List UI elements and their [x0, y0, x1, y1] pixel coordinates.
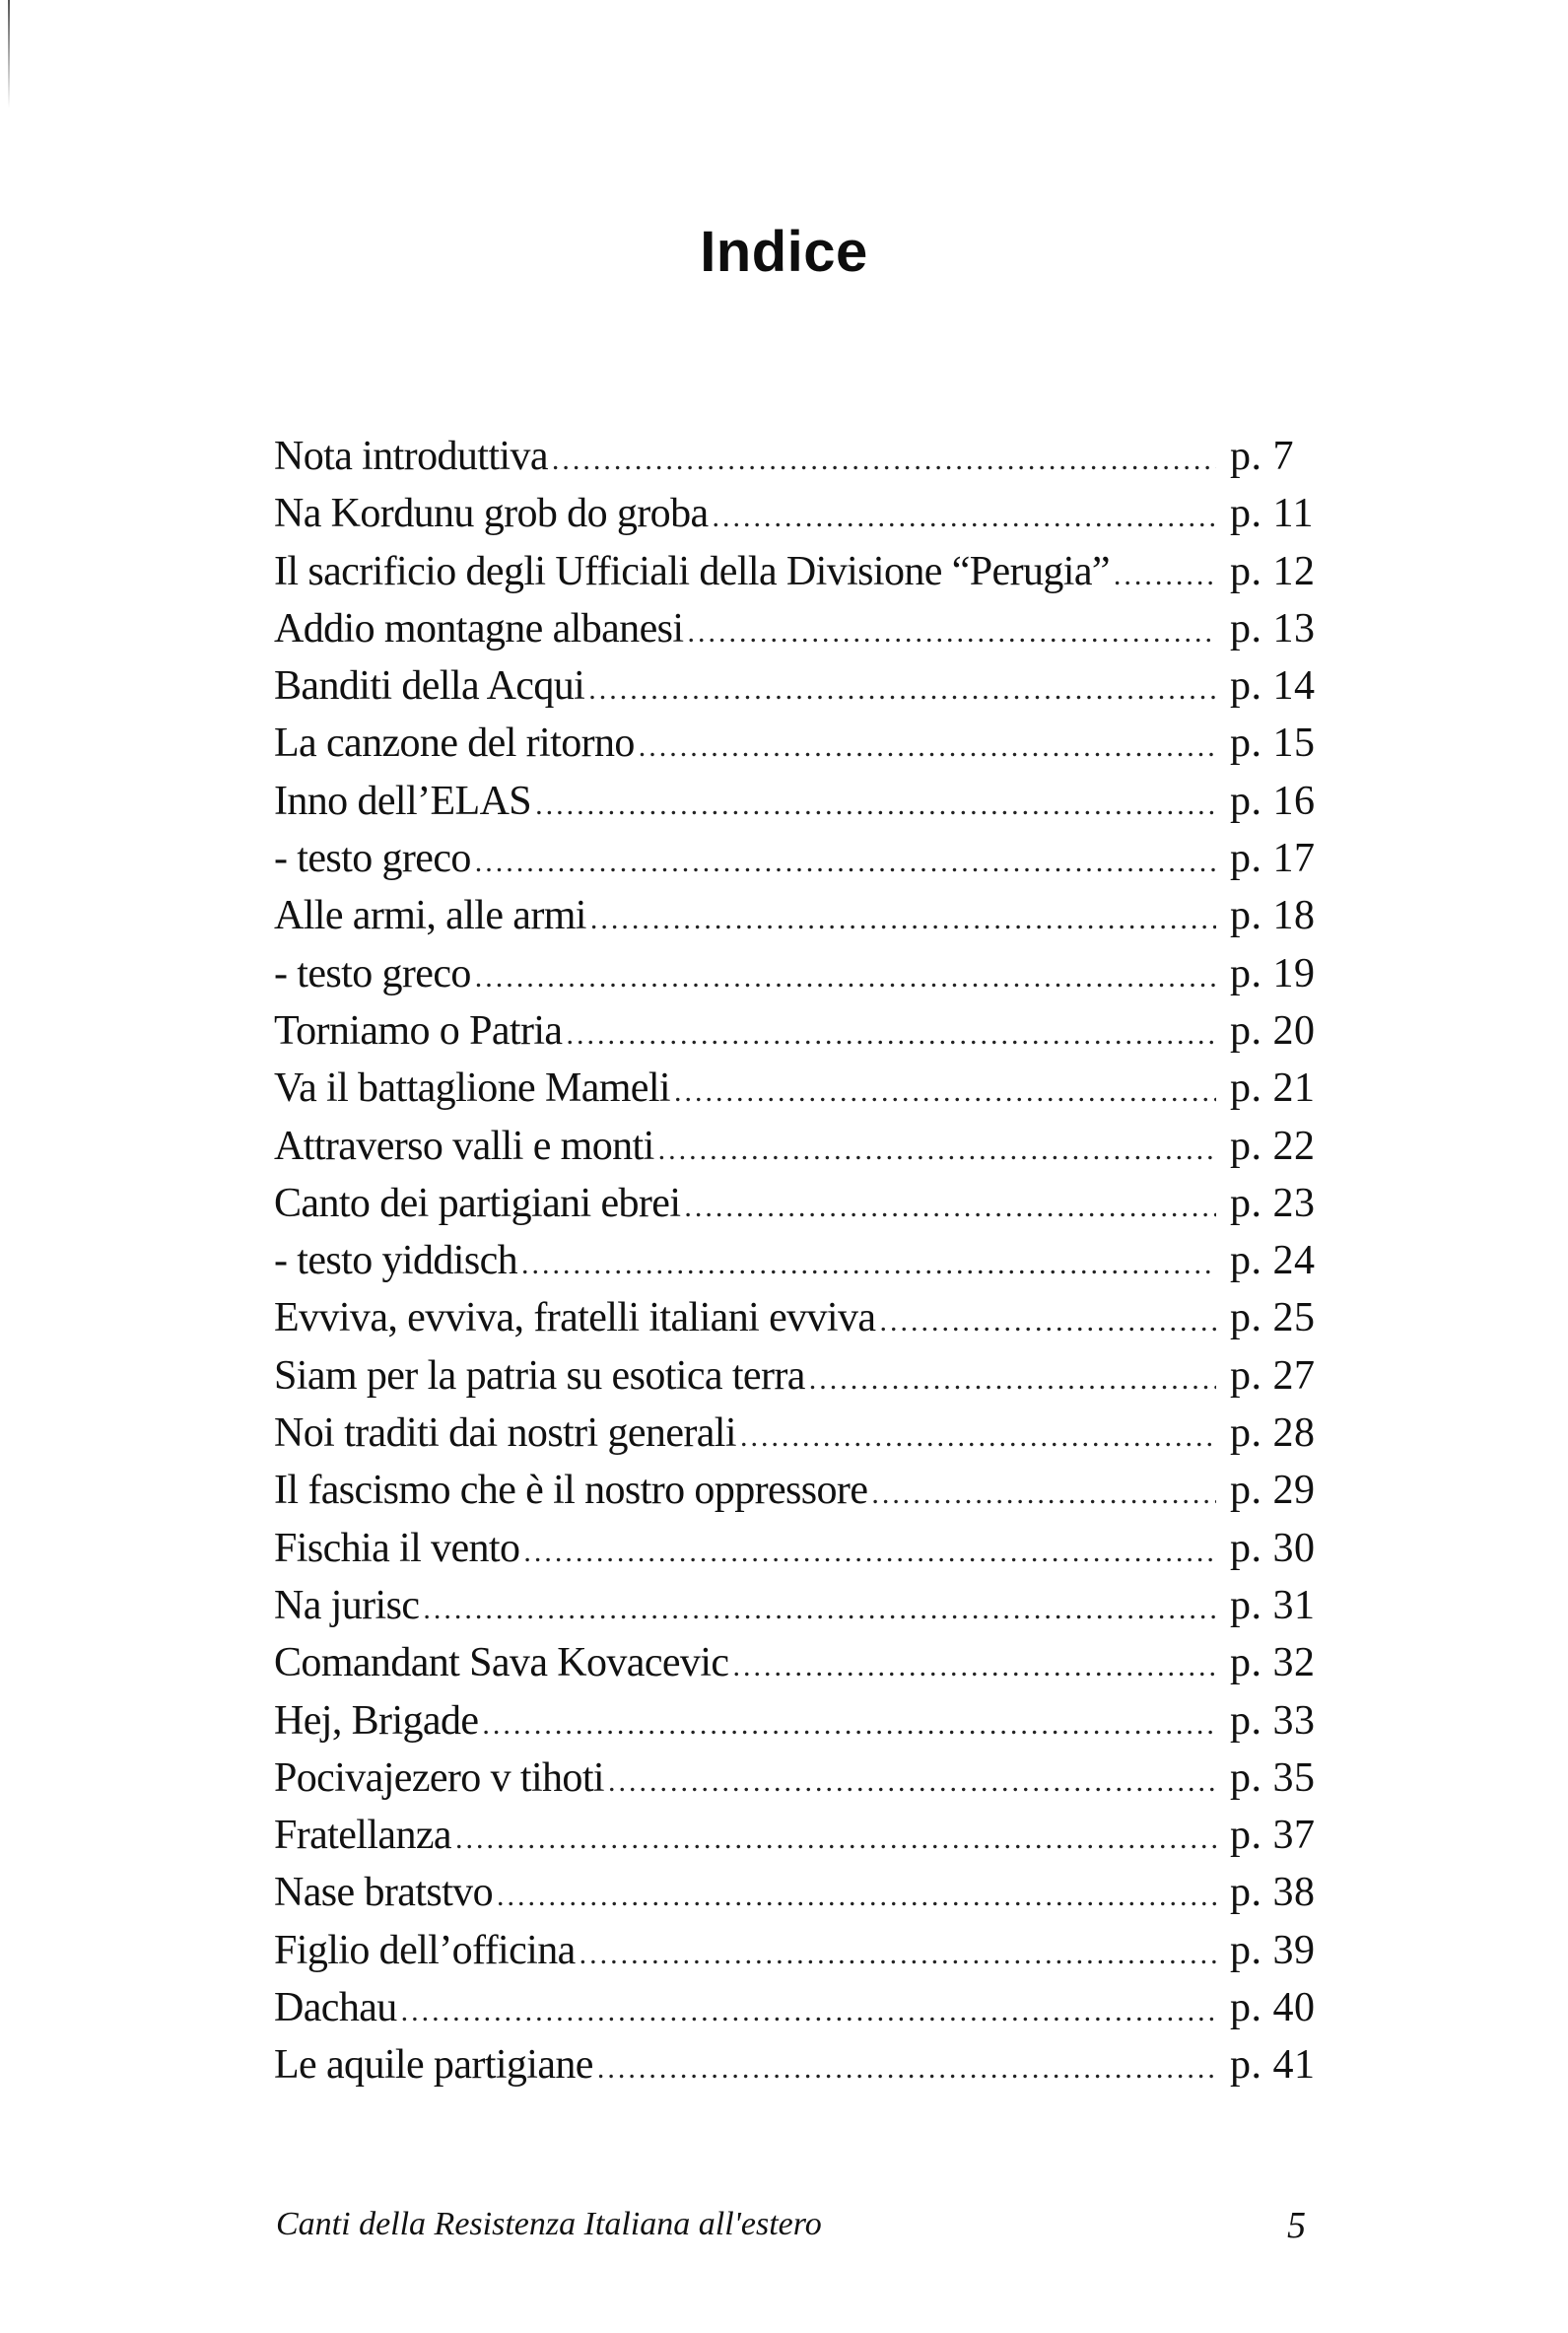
toc-entry-title: Dachau	[274, 1985, 397, 2031]
dot-leader	[597, 2040, 1216, 2097]
dot-leader	[423, 1581, 1216, 1638]
toc-entry-page: p. 28	[1230, 1410, 1316, 1457]
toc-entry-page: p. 21	[1230, 1065, 1316, 1112]
toc-entry	[274, 1520, 1319, 1577]
dot-leader	[674, 1064, 1216, 1121]
toc-entry-page: p. 32	[1230, 1640, 1316, 1686]
dot-leader	[475, 949, 1216, 1006]
dot-leader	[579, 1926, 1216, 1983]
toc-entry-page: p. 13	[1230, 605, 1316, 652]
toc-entry-title: Pocivajezero v tihoti	[274, 1754, 604, 1801]
toc-entry-title: - testo greco	[274, 836, 471, 882]
toc-entry-page: p. 11	[1230, 491, 1314, 537]
dot-leader	[871, 1466, 1216, 1523]
toc-entry-page: p. 40	[1230, 1985, 1316, 2031]
toc-entry	[274, 887, 1319, 944]
toc-entry-title: - testo greco	[274, 950, 471, 996]
toc-entry-title: Figlio dell’officina	[274, 1927, 576, 1973]
toc-entry	[274, 657, 1319, 715]
toc-entry	[274, 830, 1319, 887]
binding-edge-mark	[8, 0, 10, 108]
dot-leader	[590, 891, 1216, 948]
toc-entry-page: p. 17	[1230, 836, 1316, 882]
toc-entry-title: Torniamo o Patria	[274, 1007, 563, 1054]
dot-leader	[566, 1006, 1216, 1064]
toc-entry-page: p. 29	[1230, 1468, 1316, 1514]
toc-entry	[274, 773, 1319, 830]
toc-entry-page: p. 22	[1230, 1123, 1316, 1169]
dot-leader	[401, 1983, 1216, 2040]
toc-entry	[274, 1634, 1319, 1691]
toc-entry	[274, 1289, 1319, 1346]
toc-entry-title: Siam per la patria su esotica terra	[274, 1352, 805, 1399]
running-footer-title: Canti della Resistenza Italiana all'estero	[276, 2206, 822, 2242]
toc-entry	[274, 1577, 1319, 1634]
dot-leader	[639, 719, 1216, 776]
toc-entry	[274, 1864, 1319, 1921]
toc-entry-page: p. 39	[1230, 1927, 1316, 1973]
dot-leader	[482, 1696, 1216, 1753]
toc-entry-title: Hej, Brigade	[274, 1697, 479, 1744]
toc-entry-page: p. 12	[1230, 548, 1316, 594]
toc-entry-title: Comandant Sava Kovacevic	[274, 1640, 729, 1686]
dot-leader	[740, 1408, 1216, 1466]
dot-leader	[588, 661, 1216, 719]
toc-entry	[274, 1118, 1319, 1175]
dot-leader	[713, 489, 1216, 546]
toc-entry-page: p. 27	[1230, 1352, 1316, 1399]
table-of-contents	[274, 428, 1319, 2094]
dot-leader	[684, 1179, 1216, 1236]
toc-entry-page: p. 16	[1230, 778, 1316, 824]
toc-entry-page: p. 15	[1230, 720, 1316, 767]
toc-entry	[274, 1060, 1319, 1117]
toc-entry	[274, 600, 1319, 657]
toc-entry-page: p. 33	[1230, 1697, 1316, 1744]
toc-entry-title: Fratellanza	[274, 1813, 451, 1859]
dot-leader	[687, 604, 1216, 661]
toc-entry-page: p. 31	[1230, 1582, 1316, 1628]
dot-leader	[475, 834, 1216, 891]
dot-leader	[497, 1868, 1216, 1925]
toc-entry-title: Attraverso valli e monti	[274, 1123, 654, 1169]
toc-entry-page: p. 41	[1230, 2042, 1316, 2089]
toc-entry-title: Noi traditi dai nostri generali	[274, 1410, 736, 1457]
toc-entry-title: La canzone del ritorno	[274, 720, 635, 767]
toc-entry-title: Na jurisc	[274, 1582, 420, 1628]
dot-leader	[552, 432, 1216, 489]
dot-leader	[523, 1524, 1216, 1581]
toc-entry	[274, 485, 1319, 542]
toc-entry-page: p. 7	[1230, 434, 1294, 479]
toc-entry-title: Le aquile partigiane	[274, 2042, 593, 2089]
toc-entry	[274, 715, 1319, 772]
toc-entry	[274, 1922, 1319, 1979]
toc-entry-page: p. 19	[1230, 950, 1316, 996]
toc-entry	[274, 1002, 1319, 1060]
toc-entry-title: Evviva, evviva, fratelli italiani evviva	[274, 1295, 876, 1341]
toc-entry	[274, 1175, 1319, 1232]
dot-leader	[1114, 547, 1216, 604]
toc-entry-page: p. 37	[1230, 1813, 1316, 1859]
page-number: 5	[1287, 2205, 1306, 2246]
toc-entry-page: p. 35	[1230, 1754, 1316, 1801]
toc-entry-title: Inno dell’ELAS	[274, 778, 532, 824]
dot-leader	[455, 1811, 1216, 1868]
toc-entry-page: p. 24	[1230, 1238, 1316, 1284]
toc-entry-page: p. 20	[1230, 1007, 1316, 1054]
toc-entry-title: Il fascismo che è il nostro oppressore	[274, 1468, 868, 1514]
toc-entry-page: p. 23	[1230, 1180, 1316, 1226]
dot-leader	[658, 1122, 1216, 1179]
toc-entry-title: Banditi della Acqui	[274, 663, 585, 710]
toc-entry	[274, 1462, 1319, 1519]
toc-entry	[274, 2036, 1319, 2093]
toc-entry-title: Fischia il vento	[274, 1525, 520, 1571]
toc-entry-title: Alle armi, alle armi	[274, 893, 586, 939]
dot-leader	[521, 1236, 1216, 1293]
toc-entry-title: Nase bratstvo	[274, 1870, 493, 1916]
toc-entry-page: p. 25	[1230, 1295, 1316, 1341]
toc-entry-page: p. 30	[1230, 1525, 1316, 1571]
toc-entry	[274, 945, 1319, 1002]
toc-entry-title: Il sacrificio degli Ufficiali della Divisione “Perugia”	[274, 548, 1110, 594]
toc-entry-title: - testo yiddisch	[274, 1238, 518, 1284]
toc-entry-title: Na Kordunu grob do groba	[274, 491, 709, 537]
page-title: Indice	[700, 220, 868, 284]
toc-entry	[274, 1807, 1319, 1864]
dot-leader	[879, 1293, 1216, 1350]
toc-entry	[274, 1979, 1319, 2036]
dot-leader	[535, 777, 1216, 834]
dot-leader	[732, 1638, 1216, 1695]
toc-entry-title: Addio montagne albanesi	[274, 605, 684, 652]
toc-entry	[274, 1692, 1319, 1750]
toc-entry	[274, 1232, 1319, 1289]
toc-entry	[274, 428, 1319, 485]
toc-entry-page: p. 18	[1230, 893, 1316, 939]
toc-entry-title: Nota introduttiva	[274, 434, 548, 479]
toc-entry	[274, 543, 1319, 600]
toc-entry-page: p. 14	[1230, 663, 1316, 710]
toc-entry	[274, 1347, 1319, 1405]
toc-entry	[274, 1405, 1319, 1462]
dot-leader	[809, 1351, 1216, 1408]
toc-entry-title: Va il battaglione Mameli	[274, 1065, 670, 1112]
toc-entry	[274, 1750, 1319, 1807]
toc-entry-title: Canto dei partigiani ebrei	[274, 1180, 681, 1226]
dot-leader	[608, 1753, 1216, 1811]
toc-entry-page: p. 38	[1230, 1870, 1316, 1916]
